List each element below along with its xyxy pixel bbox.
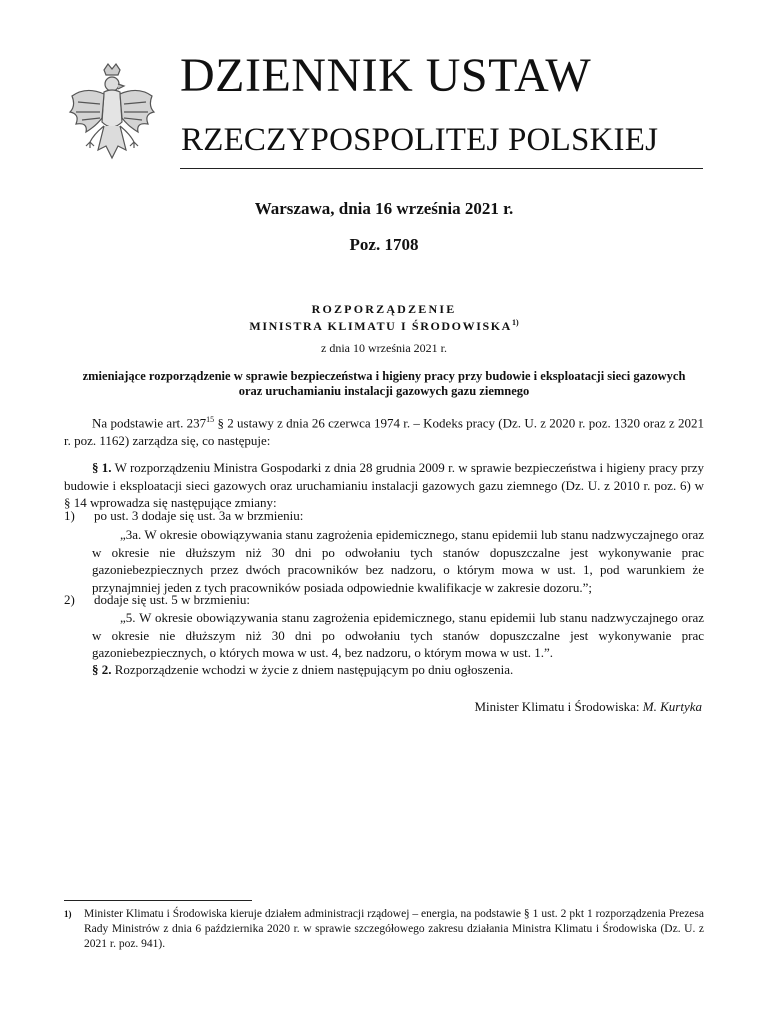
paragraph-1 — [64, 459, 704, 512]
signature-role: Minister Klimatu i Środowiska: — [474, 699, 640, 714]
signature-name: M. Kurtyka — [642, 699, 702, 714]
act-subject-line-2: oraz uruchamianiu instalacji gazowych gazu ziemnego — [238, 384, 530, 398]
journal-title: DZIENNIK USTAW — [180, 49, 592, 102]
amendment-quote: „3a. W okresie obowiązywania stanu zagrożenia epidemicznego, stanu epidemii lub stanu nadzwyczajnego oraz w okresie nie dłuższym niż 30 dni po odwołaniu tych stanów dopuszczalne jest wykonywanie prac gazoniebezpiecznych przez dwóch pracowników bez nadzoru, o którym mowa w ust. 1, pod warunkiem że przynajmniej jeden z tych pracowników posiada odpowiednie kwalifikacje w zakresie dozoru.”; — [92, 527, 704, 595]
item-number: 1) — [64, 508, 75, 523]
intro-text-1: Na podstawie art. 237 — [92, 415, 207, 431]
footnote-ref: 1) — [511, 318, 519, 327]
act-type: ROZPORZĄDZENIE — [311, 302, 457, 316]
issuer-name: MINISTRA KLIMATU I ŚRODOWISKA — [249, 319, 512, 333]
paragraph-2-label: § 2. — [92, 662, 112, 677]
amendment-quote: „5. W okresie obowiązywania stanu zagrożenia epidemicznego, stanu epidemii lub stanu nadzwyczajnego oraz w okresie nie dłuższym niż 30 dni po odwołaniu tych stanów dopuszczalne jest wykonywanie prac gazoniebezpiecznych, o których mowa w ust. 4, bez nadzoru, o którym mowa w ust. 1.”. — [92, 610, 704, 660]
position-number: Poz. 1708 — [349, 235, 419, 254]
paragraph-1-text: W rozporządzeniu Ministra Gospodarki z dnia 28 grudnia 2009 r. w sprawie bezpieczeństwa i higieny pracy przy budowie i eksploatacji sieci gazowych oraz uruchamianiu instalacji gazowych gazu ziemnego (Dz. U. z 2010 r. poz. 6) w § 14 wprowadza się następujące zmiany: — [64, 460, 705, 510]
paragraph-2 — [64, 661, 704, 679]
item-text: dodaje się ust. 5 w brzmieniu: — [94, 592, 250, 607]
footnote-text: Minister Klimatu i Środowiska kieruje działem administracji rządowej – energia, na podstawie § 1 ust. 2 pkt 1 rozporządzenia Prezesa Rady Ministrów z dnia 6 października 2020 r. w sprawie szczegółowego zakresu działania Ministra Klimatu i Środowiska (Dz. U. z 2021 r. poz. 941). — [84, 908, 704, 950]
journal-subtitle: RZECZYPOSPOLITEJ POLSKIEJ — [181, 122, 659, 158]
paragraph-2-text: Rozporządzenie wchodzi w życie z dniem następującym po dniu ogłoszenia. — [111, 662, 514, 677]
act-subject-line-1: zmieniające rozporządzenie w sprawie bezpieczeństwa i higieny pracy przy budowie i eksploatacji sieci gazowych — [82, 369, 686, 383]
item-number: 2) — [64, 592, 75, 607]
intro-superscript: 15 — [206, 415, 215, 424]
publication-date: Warszawa, dnia 16 września 2021 r. — [254, 199, 514, 218]
header-divider — [180, 168, 703, 169]
paragraph-1-label: § 1. — [92, 460, 112, 475]
footnote-mark: 1) — [64, 909, 72, 919]
footnote — [64, 907, 704, 952]
item-text: po ust. 3 dodaje się ust. 3a w brzmieniu: — [94, 508, 304, 523]
footnote-divider — [64, 900, 252, 901]
act-issuer — [0, 318, 768, 334]
polish-eagle-emblem-icon — [66, 62, 158, 168]
signature — [475, 699, 703, 715]
act-date: z dnia 10 września 2021 r. — [321, 341, 447, 355]
intro-text-2: § 2 ustawy z dnia 26 czerwca 1974 r. – Kodeks pracy (Dz. U. z 2020 r. poz. 1320 oraz z 2021 r. poz. 1162) zarządza się, co następuje: — [64, 415, 704, 448]
legal-basis-paragraph — [64, 411, 704, 449]
act-subject — [0, 369, 768, 399]
